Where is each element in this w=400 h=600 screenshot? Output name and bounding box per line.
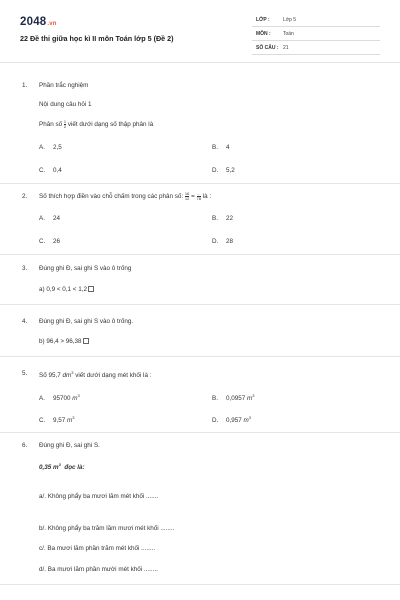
fraction-denominator: 78 [196,196,201,201]
unit: m [67,417,73,425]
question-text: Đúng ghi Đ, sai ghi S. [39,442,100,449]
option-c[interactable] [39,238,60,245]
option-label: D. [212,417,219,425]
option-label: C. [39,417,46,425]
option-value: 0,0957 [226,395,246,403]
exponent: 3 [77,393,80,398]
exponent: 3 [248,415,251,420]
question-number: 2. [22,193,28,200]
option-value: 0,957 [226,417,242,425]
option-label: D. [212,238,219,245]
header [0,0,400,62]
meta-key: LỚP : [256,17,270,23]
question-number: 3. [22,265,28,272]
statement-c[interactable]: c/. Ba mươi lăm phần trăm mét khối ........ [39,545,156,552]
value: 0,35 [39,464,52,472]
option-b[interactable] [212,144,230,151]
fraction-numerator: ... [197,191,201,196]
option-value: 22 [226,215,234,222]
text-part: Phân số [39,121,63,129]
unit: dm [62,372,72,380]
logo-suffix: .vn [47,21,57,27]
option-label: A. [39,215,45,222]
answer-box[interactable] [88,286,94,292]
text-part: Số thích hợp điền vào chỗ chấm trong các phân số: [39,193,184,201]
meta-subject [252,28,380,41]
option-label: C. [39,167,46,174]
equals-sign: = [191,193,195,201]
option-label: B. [212,144,218,151]
option-label: C. [39,238,46,245]
statement-a[interactable]: a/. Không phẩy ba mươi lăm mét khối ....... [39,493,159,500]
option-c[interactable] [39,415,75,424]
option-b[interactable] [212,393,255,402]
meta-value: Lớp 5 [283,17,297,23]
text-part: viết dưới dạng số thập phân là [67,121,154,129]
question-number: 5. [22,370,28,377]
question-text [39,370,151,379]
question-divider [0,183,400,184]
statement-text: a) 0,9 < 0,1 < 1,2 [39,286,87,293]
unit: m [243,417,249,425]
exponent: 3 [71,370,74,375]
option-d[interactable] [212,167,235,174]
option-a[interactable] [39,393,80,402]
option-value: 28 [226,238,234,245]
fraction [197,192,201,201]
option-b[interactable] [212,215,233,222]
meta-class [252,14,380,27]
statement-text: b) 96,4 > 96,38 [39,338,82,345]
text-part: viết dưới dạng mét khối là : [75,372,152,380]
logo-text: 2048 [20,16,47,28]
unit: m [72,395,78,403]
read-label: đọc là: [64,464,85,472]
option-label: A. [39,395,45,403]
exponent: 3 [72,415,75,420]
option-value: 5,2 [226,167,235,174]
option-value: 4 [226,144,230,151]
question-divider [0,584,400,585]
meta-key: SỐ CÂU : [256,45,279,51]
logo[interactable] [20,16,57,28]
exponent: 3 [252,393,255,398]
option-c[interactable] [39,167,62,174]
option-label: B. [212,215,218,222]
option-value: 2,5 [53,144,62,151]
fraction-numerator: 16 [184,191,190,196]
exponent: 3 [58,462,61,467]
option-label: B. [212,395,218,403]
question-text [39,192,211,201]
question-divider [0,432,400,433]
option-d[interactable] [212,238,233,245]
fraction-denominator: 2 [63,124,67,129]
option-value: 9,57 [53,417,66,425]
question-subtitle: Nội dung câu hỏi 1 [39,101,92,108]
statement-b[interactable]: b/. Không phẩy ba trăm lăm mươi mét khối ........ [39,525,175,532]
question-text [39,120,153,129]
statement [39,286,94,293]
statement [39,338,89,345]
option-value: 0,4 [53,167,62,174]
header-divider [0,62,400,63]
option-label: A. [39,144,45,151]
meta-value: Toán [283,31,294,37]
question-number: 1. [22,82,28,89]
question-divider [0,304,400,305]
unit: m [247,395,253,403]
fraction-numerator: 1 [63,119,67,124]
question-text: Đúng ghi Đ, sai ghi S vào ô trống [39,265,132,272]
option-a[interactable] [39,215,60,222]
page-title: 22 Đề thi giữa học kì II môn Toán lớp 5 (Đề 2) [20,34,174,43]
question-divider [0,356,400,357]
meta-count [252,42,380,55]
meta-key: MÔN : [256,31,271,37]
option-value: 24 [53,215,61,222]
question-divider [0,254,400,255]
fraction-denominator: 12 [184,196,190,201]
option-label: D. [212,167,219,174]
text-part: Số 95,7 [39,372,61,380]
fraction [64,120,66,129]
text-part: là : [202,193,212,201]
option-value: 26 [53,238,61,245]
fraction [185,192,189,201]
unit: m [53,464,59,472]
option-a[interactable] [39,144,62,151]
meta-value: 21 [283,45,289,51]
question-number: 4. [22,318,28,325]
statement-d[interactable]: d/. Ba mươi lăm phần mười mét khối ........ [39,566,158,573]
answer-box[interactable] [83,338,89,344]
question-number: 6. [22,442,28,449]
option-d[interactable] [212,415,251,424]
question-type: Phần trắc nghiệm [39,82,89,89]
read-prompt [39,462,85,471]
option-value: 95700 [53,395,71,403]
question-text: Đúng ghi Đ, sai ghi S vào ô trống. [39,318,134,325]
